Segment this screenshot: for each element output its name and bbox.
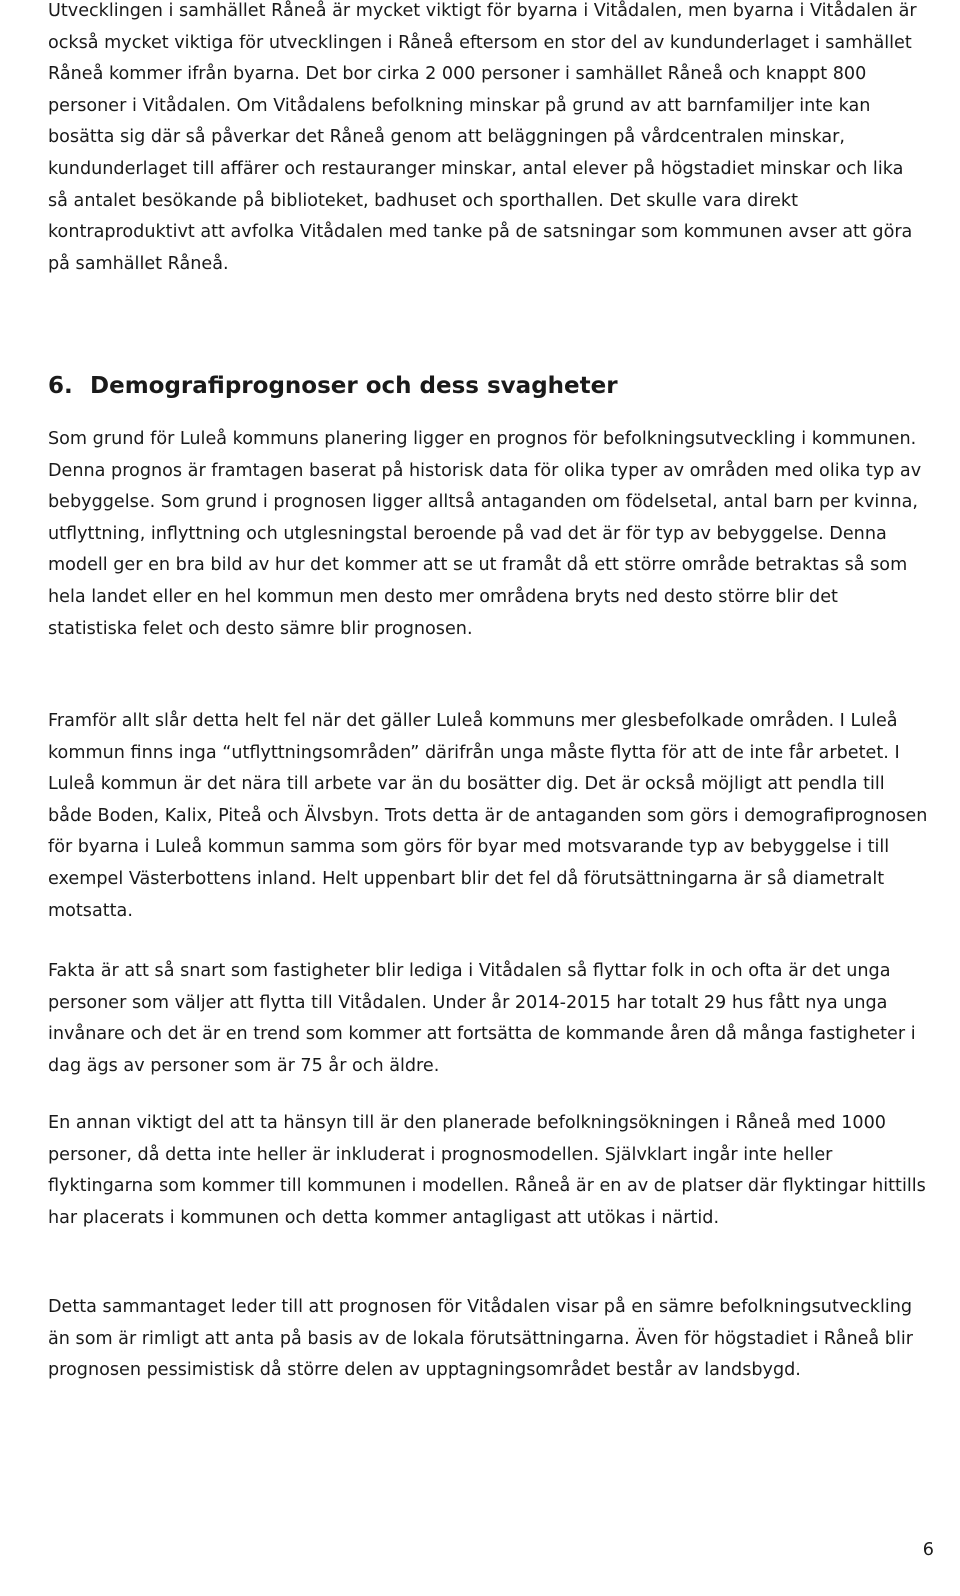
- paragraph-conclusion: Detta sammantaget leder till att prognosen för Vitådalen visar på en sämre befolkningsutveckling än som är rimligt att anta på basis av de lokala förutsättningarna. Även för högstadiet i Råneå blir prognosen pessimistisk då större delen av upptagningsområdet består av landsbygd.: [48, 1297, 913, 1381]
- paragraph-population-increase: En annan viktigt del att ta hänsyn till är den planerade befolkningsökningen i Råneå med 1000 personer, då detta inte heller är inkluderat i prognosmodellen. Självklart ingår inte heller flyktingarna som kommer till kommunen i modellen. Råneå är en av de platser där flyktingar hittills har placerats i kommunen och detta kommer antagligast att utökas i närtid.: [48, 1113, 926, 1228]
- section-title: Demografiprognoser och dess svagheter: [90, 373, 618, 399]
- intro-paragraph: Utvecklingen i samhället Råneå är mycket viktigt för byarna i Vitådalen, men byarna i Vitådalen är också mycket viktiga för utvecklingen i Råneå eftersom en stor del av kundunderlaget i samhället Råneå kommer ifrån byarna. Det bor cirka 2 000 personer i samhället Råneå och knappt 800 personer i Vitådalen. Om Vitådalens befolkning minskar på grund av att barnfamiljer inte kan bosätta sig där så påverkar det Råneå genom att beläggningen på vårdcentralen minskar, kundunderlaget till affärer och restauranger minskar, antal elever på högstadiet minskar och lika så antalet besökande på biblioteket, badhuset och sporthallen. Det skulle vara direkt kontraproduktivt att avfolka Vitådalen med tanke på de satsningar som kommunen avser att göra på samhället Råneå.: [48, 1, 917, 274]
- paragraph-prognosis-basis: Som grund för Luleå kommuns planering ligger en prognos för befolkningsutveckling i kommunen. Denna prognos är framtagen baserat på historisk data för olika typer av områden med olika typ av bebyggelse. Som grund i prognosen ligger alltså antaganden om födelsetal, antal barn per kvinna, utflyttning, inflyttning och utglesningstal beroende på vad det är för typ av bebyggelse. Denna modell ger en bra bild av hur det kommer att se ut framåt då ett större område betraktas så som hela landet eller en hel kommun men desto mer områdena bryts ned desto större blir det statistiska felet och desto sämre blir prognosen.: [48, 429, 922, 639]
- page-number: 6: [922, 1540, 934, 1560]
- section-heading: [48, 370, 618, 402]
- section-number: 6.: [48, 373, 73, 399]
- paragraph-facts: Fakta är att så snart som fastigheter blir lediga i Vitådalen så flyttar folk in och ofta är det unga personer som väljer att flytta till Vitådalen. Under år 2014-2015 har totalt 29 hus fått nya unga invånare och det är en trend som kommer att fortsätta de kommande åren då många fastigheter i dag ägs av personer som är 75 år och äldre.: [48, 961, 916, 1076]
- paragraph-sparsely-populated: Framför allt slår detta helt fel när det gäller Luleå kommuns mer glesbefolkade områden. I Luleå kommun finns inga “utflyttningsområden” därifrån unga måste flytta för att de inte får arbetet. I Luleå kommun är det nära till arbete var än du bosätter dig. Det är också möjligt att pendla till både Boden, Kalix, Piteå och Älvsbyn. Trots detta är de antaganden som görs i demografiprognosen för byarna i Luleå kommun samma som görs för byar med motsvarande typ av bebyggelse i till exempel Västerbottens inland. Helt uppenbart blir det fel då förutsättningarna är så diametralt motsatta.: [48, 711, 928, 921]
